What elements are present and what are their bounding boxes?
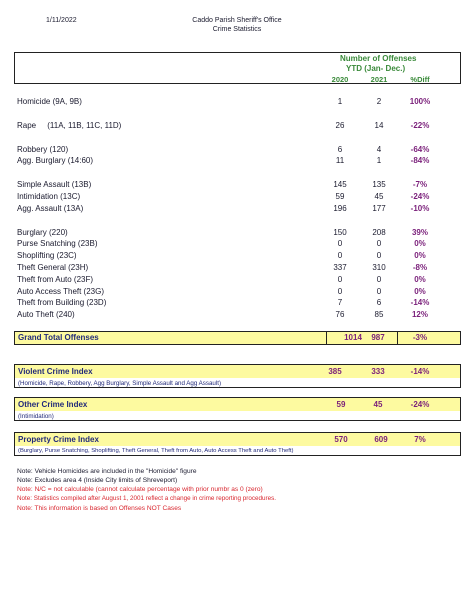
value-diff: 39% — [411, 228, 428, 237]
value-2021: 177 — [372, 204, 386, 213]
row-label: Auto Access Theft (23G) — [17, 287, 105, 296]
value-2021: 0 — [376, 239, 382, 248]
value-2021: 2 — [376, 97, 382, 106]
index-diff: -24% — [410, 400, 430, 409]
property-crime-index-box — [14, 432, 461, 456]
row-shoplifting — [0, 251, 474, 263]
value-diff: -10% — [410, 204, 430, 213]
value-2020: 196 — [333, 204, 347, 213]
row-label: Shoplifting (23C) — [17, 251, 77, 260]
value-diff: 0% — [414, 251, 426, 260]
grand-total-label: Grand Total Offenses — [18, 333, 99, 342]
index-2020: 385 — [328, 367, 342, 376]
value-diff: -24% — [410, 192, 430, 201]
index-label: Property Crime Index — [18, 435, 99, 444]
grand-total-2020: 1014 — [344, 333, 362, 342]
note-excludes-area: Note: Excludes area 4 (Inside City limits of Shreveport) — [17, 477, 178, 484]
value-2020: 337 — [333, 263, 347, 272]
value-2020: 150 — [333, 228, 347, 237]
index-description: (Intimidation) — [18, 413, 54, 420]
col-2020-header: 2020 — [331, 75, 349, 84]
value-2021: 310 — [372, 263, 386, 272]
value-2020: 145 — [333, 180, 347, 189]
note-vehicle-homicides: Note: Vehicle Homicides are included in the "Homicide" figure — [17, 468, 197, 475]
index-2021: 609 — [374, 435, 388, 444]
row-label: Theft General (23H) — [17, 263, 89, 272]
grand-total-box — [14, 331, 461, 345]
value-2021: 208 — [372, 228, 386, 237]
grand-total-diff: -3% — [412, 333, 428, 342]
index-2021: 333 — [371, 367, 385, 376]
value-diff: 12% — [411, 310, 428, 319]
value-2021: 1 — [376, 156, 382, 165]
value-diff: -64% — [410, 145, 430, 154]
value-2021: 85 — [374, 310, 384, 319]
value-2020: 0 — [337, 239, 343, 248]
value-2020: 0 — [337, 275, 343, 284]
value-diff: -14% — [410, 298, 430, 307]
value-2021: 14 — [374, 121, 384, 130]
value-2020: 6 — [337, 145, 343, 154]
row-simple-assault — [0, 180, 474, 192]
row-label: Simple Assault (13B) — [17, 180, 92, 189]
row-intimidation — [0, 192, 474, 204]
row-label: Theft from Auto (23F) — [17, 275, 94, 284]
value-diff: 0% — [414, 275, 426, 284]
value-2021: 45 — [374, 192, 384, 201]
row-agg-assault — [0, 204, 474, 216]
report-date: 1/11/2022 — [46, 17, 77, 24]
value-2021: 6 — [376, 298, 382, 307]
divider — [326, 332, 327, 344]
row-label: Theft from Building (23D) — [17, 298, 107, 307]
note-statistics-compiled: Note: Statistics compiled after August 1, 2001 reflect a change in crime reporting procedures. — [17, 495, 277, 502]
office-name: Caddo Parish Sheriff's Office — [192, 17, 282, 24]
row-agg-burglary — [0, 156, 474, 168]
value-diff: -22% — [410, 121, 430, 130]
value-diff: -8% — [412, 263, 428, 272]
row-label: Robbery (120) — [17, 145, 69, 154]
value-2021: 135 — [372, 180, 386, 189]
value-2020: 26 — [335, 121, 345, 130]
other-crime-index-box — [14, 397, 461, 421]
index-2021: 45 — [373, 400, 383, 409]
value-2020: 1 — [337, 97, 343, 106]
report-subtitle: Crime Statistics — [212, 26, 262, 33]
row-label: Burglary (220) — [17, 228, 68, 237]
value-diff: 0% — [414, 287, 426, 296]
index-diff: 7% — [414, 435, 426, 444]
row-rape — [0, 121, 474, 133]
col-2021-header: 2021 — [370, 75, 388, 84]
period-label: YTD (Jan- Dec.) — [346, 64, 406, 73]
grand-total-2021: 987 — [371, 333, 385, 342]
value-2020: 7 — [337, 298, 343, 307]
value-2020: 11 — [335, 156, 345, 165]
value-2020: 0 — [337, 287, 343, 296]
row-theft-from-building — [0, 298, 474, 310]
row-purse-snatching — [0, 239, 474, 251]
col-diff-header: %Diff — [410, 75, 430, 84]
value-2021: 0 — [376, 275, 382, 284]
row-label: Agg. Assault (13A) — [17, 204, 84, 213]
value-diff: 0% — [414, 239, 426, 248]
index-description: (Burglary, Purse Snatching, Shoplifting, Theft General, Theft from Auto, Auto Access Theft and Auto Theft) — [18, 448, 294, 454]
value-diff: -84% — [410, 156, 430, 165]
offenses-title: Number of Offenses — [340, 54, 417, 63]
value-2021: 0 — [376, 287, 382, 296]
row-label: Auto Theft (240) — [17, 310, 75, 319]
note-not-calculable: Note: N/C = not calculable (cannot calculate percentage with prior numbr as 0 (zero) — [17, 486, 263, 493]
row-label: Rape (11A, 11B, 11C, 11D) — [17, 121, 122, 130]
value-2021: 4 — [376, 145, 382, 154]
row-label: Intimidation (13C) — [17, 192, 81, 201]
row-auto-theft — [0, 310, 474, 322]
value-2020: 0 — [337, 251, 343, 260]
violent-crime-index-box — [14, 364, 461, 388]
row-theft-general — [0, 263, 474, 275]
row-label: Agg. Burglary (14:60) — [17, 156, 94, 165]
value-2021: 0 — [376, 251, 382, 260]
row-label: Homicide (9A, 9B) — [17, 97, 82, 106]
value-2020: 76 — [335, 310, 345, 319]
note-offenses-not-cases: Note: This information is based on Offenses NOT Cases — [17, 505, 182, 512]
value-diff: -7% — [412, 180, 428, 189]
index-2020: 59 — [336, 400, 346, 409]
row-homicide — [0, 97, 474, 109]
row-theft-from-auto — [0, 275, 474, 287]
value-diff: 100% — [409, 97, 431, 106]
index-label: Violent Crime Index — [18, 367, 93, 376]
row-label: Purse Snatching (23B) — [17, 239, 98, 248]
index-description: (Homicide, Rape, Robbery, Agg Burglary, Simple Assault and Agg Assault) — [18, 380, 222, 387]
index-2020: 570 — [334, 435, 348, 444]
index-diff: -14% — [410, 367, 430, 376]
index-label: Other Crime Index — [18, 400, 88, 409]
value-2020: 59 — [335, 192, 345, 201]
